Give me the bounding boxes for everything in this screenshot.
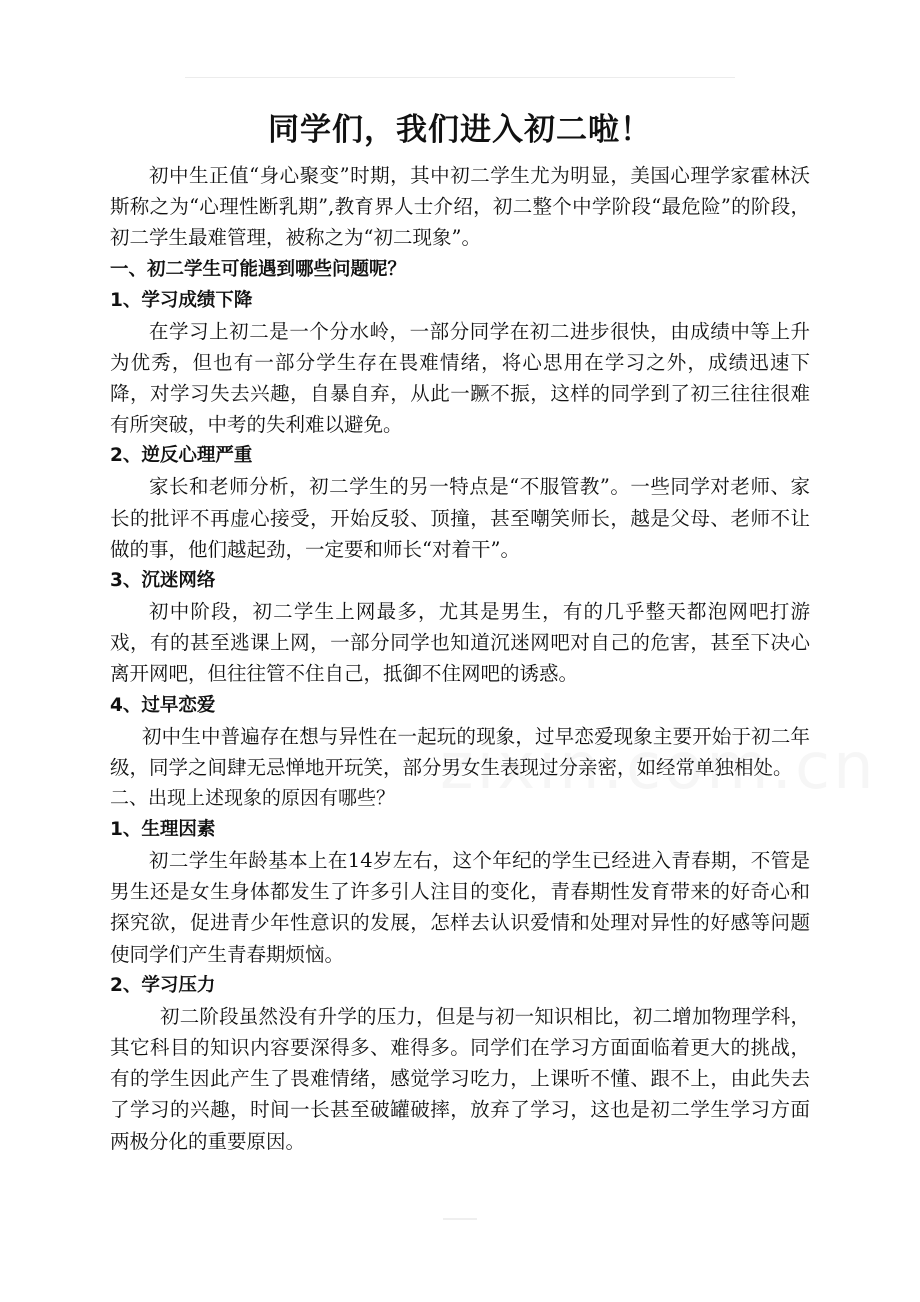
subsection-paragraph: 在学习上初二是一个分水岭，一部分同学在初二进步很快，由成绩中等上升为优秀，但也有一部分学生存在畏难情绪，将心思用在学习之外，成绩迅速下降，对学习失去兴趣，自暴自弃，从此一蹶不振，这样的同学到了初三往往很难有所突破，中考的失利难以避免。: [110, 319, 810, 437]
header-rule: [185, 77, 735, 78]
section-heading-causes: 二、出现上述现象的原因有哪些？: [110, 787, 396, 810]
subsection-heading: 3、沉迷网络: [110, 570, 216, 592]
subsection-paragraph: 初中阶段，初二学生上网最多，尤其是男生，有的几乎整天都泡网吧打游戏，有的甚至逃课上网，一部分同学也知道沉迷网吧对自己的危害，甚至下决心离开网吧，但往往管不住自己，抵御不住网吧的诱惑。: [110, 600, 810, 686]
document-body: [110, 108, 810, 1157]
section-heading-problems: 一、初二学生可能遇到哪些问题呢？: [110, 258, 407, 280]
footer-mark: [443, 1218, 477, 1220]
subsection-paragraph: 初中生中普遍存在想与异性在一起玩的现象，过早恋爱现象主要开始于初二年级，同学之间肆无忌惮地开玩笑，部分男女生表现过分亲密，如经常单独相处。: [110, 724, 810, 779]
subsection-heading: 2、逆反心理严重: [110, 445, 253, 467]
subsection-heading: 2、学习压力: [110, 974, 216, 996]
page-title: 同学们，我们进入初二啦！: [268, 112, 652, 148]
subsection-heading: 1、生理因素: [110, 819, 216, 841]
subsection-heading: 1、学习成绩下降: [110, 289, 253, 311]
subsection-paragraph: 初二学生年龄基本上在14岁左右，这个年纪的学生已经进入青春期，不管是男生还是女生身体都发生了许多引人注目的变化，青春期性发育带来的好奇心和探究欲，促进青少年性意识的发展，怎样去认识爱情和处理对异性的好感等问题使同学们产生青春期烦恼。: [110, 849, 810, 966]
subsection-paragraph: 家长和老师分析，初二学生的另一特点是“不服管教”。一些同学对老师、家长的批评不再虚心接受，开始反驳、顶撞，甚至嘲笑师长，越是父母、老师不让做的事，他们越起劲，一定要和师长“对着干”。: [110, 475, 810, 561]
subsection-paragraph: 初二阶段虽然没有升学的压力，但是与初一知识相比，初二增加物理学科，其它科目的知识内容要深得多、难得多。同学们在学习方面面临着更大的挑战，有的学生因此产生了畏难情绪，感觉学习吃力，上课听不懂、跟不上，由此失去了学习的兴趣，时间一长甚至破罐破摔，放弃了学习，这也是初二学生学习方面两极分化的重要原因。: [110, 1004, 810, 1153]
intro-paragraph: 初中生正值“身心聚变”时期，其中初二学生尤为明显，美国心理学家霍林沃斯称之为“心理性断乳期”,教育界人士介绍，初二整个中学阶段“最危险”的阶段，初二学生最难管理，被称之为“初二现象”。: [110, 164, 810, 250]
subsection-heading: 4、过早恋爱: [110, 694, 216, 716]
